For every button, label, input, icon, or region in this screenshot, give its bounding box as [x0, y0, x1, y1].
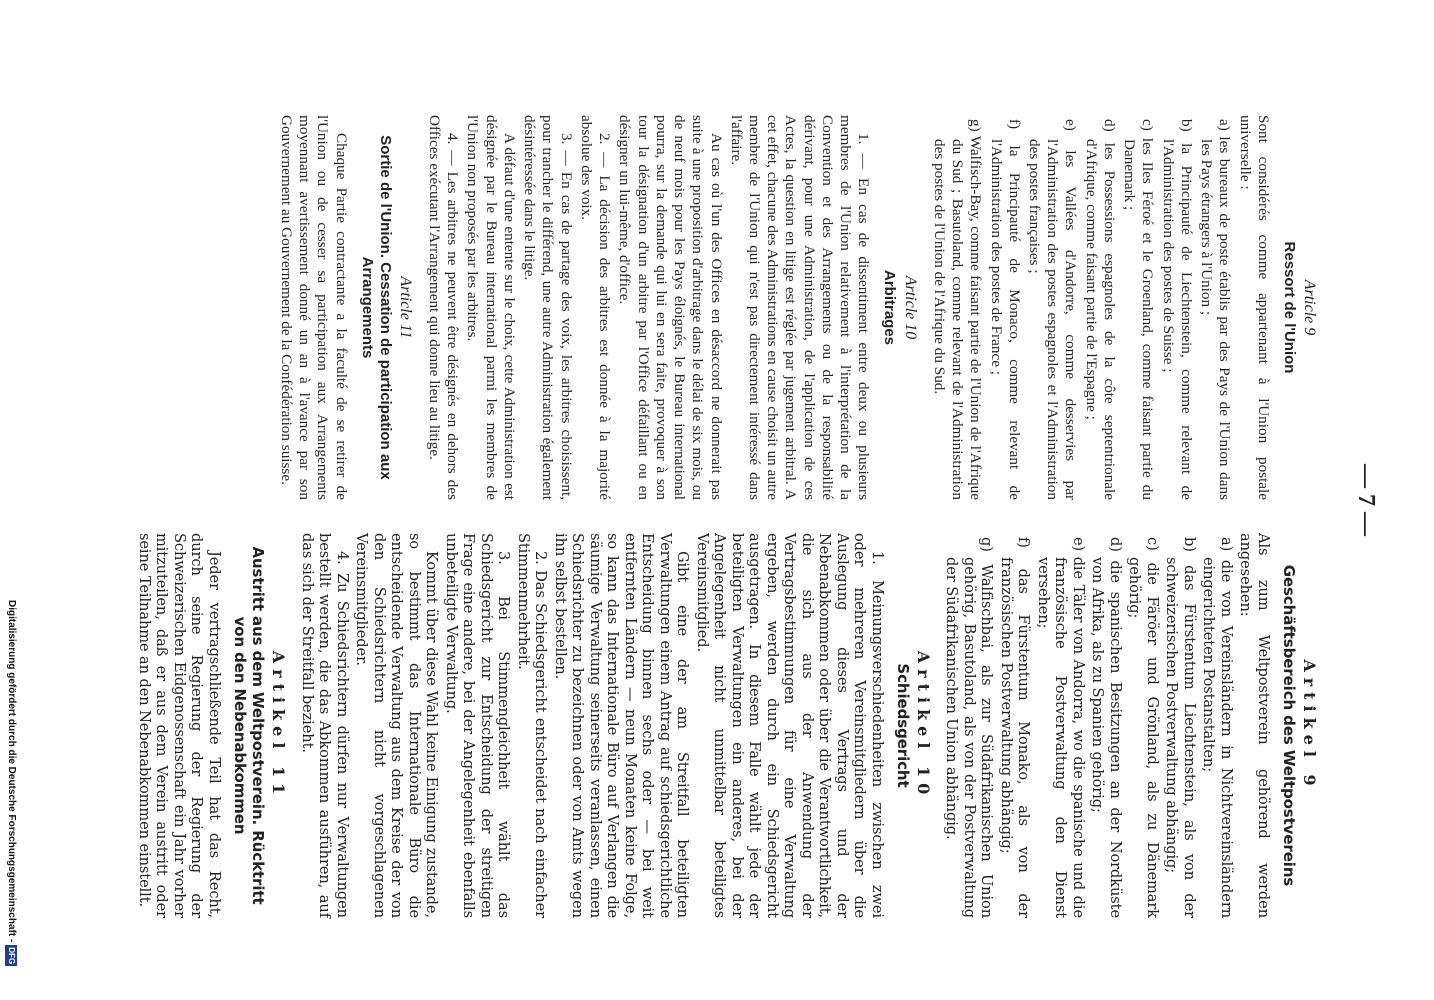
paragraph: 4. — Les arbitres ne peuvent être désignés en dehors des Offices exécutant l'Arrangement qui donne lieu au litige.: [426, 115, 462, 500]
article-11-heading-de: Austritt aus dem Weltpostverein. Rücktritt von den Nebenabkommen: [230, 546, 267, 905]
article-10-heading-de: Schiedsgericht: [893, 663, 912, 788]
paragraph: 3. Bei Stimmengleichheit wählt das Schiedsgericht zur Entscheidung der streitigen Frage eine andere, bei der Angelegenheit ebenfalls unbeteiligte Verwaltung.: [442, 533, 513, 918]
list-item: d) die spanischen Besitzungen an der Nordküste von Afrika, als zu Spanien gehörig;: [1089, 537, 1124, 918]
french-column: [275, 115, 1329, 500]
article-10-heading-fr: Arbitrages: [881, 269, 899, 346]
article-11-title-de: Artikel 11: [269, 650, 289, 801]
list-item: g) Walfisch-Bay, comme faisant partie de l'Union de l'Afrique du Sud ; Basutoland, comme relevant de l'Administration des postes de l'Union de l'Afrique du Sud.: [930, 119, 985, 500]
list-item: c) les Iles Féroé et le Groenland, comme faisant partie du Danemark ;: [1121, 119, 1157, 500]
list-item: b) das Fürstentum Liechtenstein, als von der schweizerischen Postverwaltung abhängig;: [1163, 537, 1198, 918]
paragraph: Kommt über diese Wahl keine Einigung zustande, so bestimmt das Internationale Büro die entscheidende Verwaltung aus dem Kreise der von den Schiedsrichtern nicht vorgeschlagenen Vereinsmitglieder.: [353, 533, 441, 918]
article-11-title-fr: Article 11: [396, 276, 414, 339]
paragraph: 4. Zu Schiedsrichtern dürfen nur Verwaltungen bestellt werden, die das Abkommen ausführen, auf das sich der Streitfall bezieht.: [298, 533, 351, 918]
paragraph: 2. Das Schiedsgericht entscheidet nach einfacher Stimmenmehrheit.: [514, 533, 550, 918]
article-9-intro-de: Als zum Weltpostverein gehörend werden angesehen:: [1237, 533, 1272, 918]
list-item: g) Walfischbai, als zur Südafrikanischen Union gehörig, Basutoland, als von der Postverwaltung der Südafrikanischen Union abhängig.: [943, 537, 996, 918]
article-9-heading-fr: Ressort de l'Union: [1280, 241, 1298, 374]
list-item: f) das Fürstentum Monako, als von der französischen Postverwaltung abhängig;: [997, 537, 1033, 918]
paragraph: Chaque Partie contractante a la faculté de se retirer de l'Union ou de cesser sa participation aux Arrangements moyennant avertissement donné un an à l'avance par son Gouvernement au Gouvernement de la Confédération suisse.: [277, 115, 350, 500]
article-10-title-de: Artikel 10: [913, 650, 933, 801]
list-item: a) die von Vereinsländern in Nichtvereinsländern eingerichteten Postanstalten;: [1200, 537, 1235, 918]
paragraph: 1. Meinungsverschiedenheiten zwischen zwei oder mehreren Vereinsmitgliedern über die Auslegung dieses Vertrags und der Nebenabkommen oder über die Verantwortlichkeit, die sich aus der Anwendung der Vertragsbestimmungen für eine Verwaltung ergeben, werden durch ein Schiedsgericht ausgetragen. In diesem Falle wählt jede der beteiligten Verwaltungen ein anderes, bei der Angelegenheit nicht unmittelbar beteiligtes Vereinsmitglied.: [693, 533, 886, 918]
paragraph: Gibt eine der am Streitfall beteiligten Verwaltungen einem Antrag auf schiedsgerichtliche Entscheidung binnen sechs oder — bei weit entfernten Ländern — neun Monaten keine Folge, so kann das Internationale Büro auf Verlangen die säumige Verwaltung seinerseits veranlassen, einen Schiedsrichter zu bezeichnen oder von Amts wegen ihn selbst bestellen.: [551, 533, 692, 918]
german-column: [133, 533, 1329, 918]
list-item: b) la Principauté de Liechtenstein, comme relevant de l'Administration des postes de Suisse ;: [1159, 119, 1195, 500]
list-item: a) les bureaux de poste établis par des Pays de l'Union dans les Pays étrangers à l'Union ;: [1198, 119, 1234, 500]
dfg-logo: DFG: [7, 947, 16, 965]
article-9-title-fr: Article 9: [1301, 279, 1318, 336]
paragraph: Jeder vertragschließende Teil hat das Recht, durch seine Regierung der Regierung der Schweizerischen Eidgenossenschaft ein Jahr vorher mitzuteilen, daß er aus dem Verein austritt oder seine Teilnahme an den Nebenabkommen einstellt.: [135, 533, 223, 918]
paragraph: A défaut d'une entente sur le choix, cette Administration est désignée par le Bureau international parmi les membres de l'Union non proposés par les arbitres.: [464, 115, 518, 500]
paragraph: Au cas où l'un des Offices en désaccord ne donnerait pas suite à une proposition d'arbitrage dans le délai de six mois, ou de neuf mois pour les Pays éloignés, le Bureau international pourra, sur la demande qui lui en sera faite, provoquer à son tour la désignation d'un arbitre par l'Office défaillant ou en désigner un lui-même, d'office.: [616, 115, 725, 500]
paragraph: 2. — La décision des arbitres est donnée à la majorité absolue des voix.: [577, 115, 614, 500]
credit-text: Digitalisierung gefördert durch die Deutsche Forschungsgemeinschaft -: [6, 600, 17, 943]
list-item: f) la Principauté de Monaco, comme relevant de l'Administration des postes de France ;: [987, 119, 1023, 500]
list-item: c) die Färöer und Grönland, als zu Dänemark gehörig;: [1126, 537, 1161, 918]
page-number: — 7 —: [1353, 464, 1379, 536]
paragraph: 3. — En cas de partage des voix, les arbitres choisissent, pour trancher le différend, une autre Administration également désintéressée dans le litige.: [521, 115, 575, 500]
article-11-heading-fr: Sortie de l'Union. Cessation de participation aux Arrangements: [358, 135, 394, 480]
article-9-heading-de: Geschäftsbereich des Weltpostvereins: [1279, 564, 1298, 887]
paragraph: 1. — En cas de dissentiment entre deux ou plusieurs membres de l'Union relativement à l'interprétation de la Convention et des Arrangements ou de la responsabilité dérivant, pour une Administration, de l'application de ces Actes, la question en litige est réglée par jugement arbitral. A cet effet, chacune des Administrations en cause choisit un autre membre de l'Union qui n'est pas directement intéressé dans l'affaire.: [727, 115, 873, 500]
article-9-intro-fr: Sont considérés comme appartenant à l'Union postale universelle :: [1236, 115, 1272, 500]
article-10-title-fr: Article 10: [901, 275, 919, 340]
digitization-credit: [3, 600, 19, 990]
list-item: d) les Possessions espagnoles de la côte septentrionale d'Afrique, comme faisant partie de l'Espagne ;: [1082, 119, 1118, 500]
article-9-title-de: Artikel 9: [1300, 659, 1319, 792]
list-item: e) die Täler von Andorra, wo die spanische und die französische Postverwaltung den Dienst versehen;: [1034, 537, 1087, 918]
list-item: e) les Vallées d'Andorre, comme desservies par l'Administration des postes espagnoles et l'Administration des postes françaises ;: [1026, 119, 1080, 500]
